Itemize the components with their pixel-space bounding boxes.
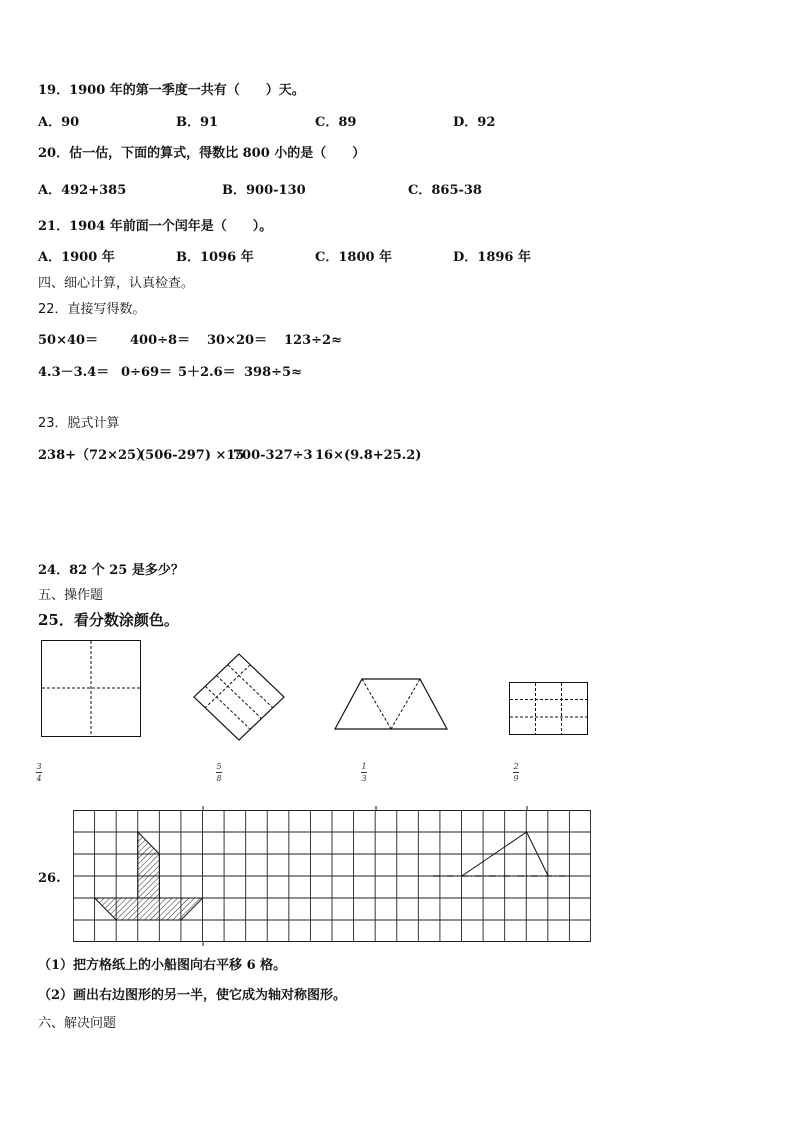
- q23-item-4: 16×(9.8+25.2): [315, 448, 422, 463]
- fraction-numerator: 1: [361, 762, 367, 771]
- section-5-heading: 五、操作题: [38, 588, 104, 603]
- q19-option-a: A．90: [38, 115, 80, 130]
- q25-square-figure: [41, 640, 141, 737]
- q20-option-a: A．492+385: [38, 183, 127, 198]
- q19-option-c: C．89: [315, 115, 357, 130]
- q21-option-b: B．1096 年: [176, 250, 254, 265]
- fraction-bar: [513, 772, 519, 773]
- fraction-numerator: 2: [513, 762, 519, 771]
- q21-option-a: A．1900 年: [38, 250, 115, 265]
- q20-option-b: B．900-130: [222, 183, 306, 198]
- q19-stem: 19．1900 年的第一季度一共有（ ）天。: [38, 83, 305, 98]
- section-6-heading: 六、解决问题: [38, 1016, 117, 1031]
- q22-item-7: 5＋2.6＝: [178, 365, 236, 380]
- q20-option-c: C．865-38: [408, 183, 482, 198]
- q25-trapezoid-figure: [334, 678, 448, 730]
- section-4-heading: 四、细心计算，认真检查。: [38, 276, 195, 291]
- q26-label: 26.: [38, 871, 61, 886]
- q25-fraction-1: [36, 762, 42, 783]
- boat-hull: [95, 898, 203, 920]
- q19-option-d: D．92: [453, 115, 496, 130]
- q26-sub-1: （1）把方格纸上的小船图向右平移 6 格。: [38, 958, 287, 973]
- q22-item-8: 398÷5≈: [244, 365, 302, 380]
- q19-option-b: B．91: [176, 115, 219, 130]
- q24-stem: 24．82 个 25 是多少？: [38, 563, 184, 578]
- fraction-bar: [36, 772, 42, 773]
- fraction-denominator: 3: [361, 774, 367, 783]
- fraction-numerator: 5: [216, 762, 222, 771]
- q22-item-6: 0÷69＝: [121, 365, 173, 380]
- q23-item-2: (506-297) ×15: [139, 448, 245, 463]
- q21-stem: 21．1904 年前面一个闰年是（ ）。: [38, 219, 273, 234]
- q22-stem: 22．直接写得数。: [38, 302, 146, 317]
- q22-item-5: 4.3－3.4＝: [38, 365, 110, 380]
- fraction-bar: [361, 772, 367, 773]
- q22-item-4: 123÷2≈: [284, 333, 342, 348]
- q25-fraction-2: [216, 762, 222, 783]
- q25-fraction-3: [361, 762, 367, 783]
- q26-sub-2: （2）画出右边图形的另一半，使它成为轴对称图形。: [38, 988, 347, 1003]
- q25-fraction-4: [513, 762, 519, 783]
- q23-stem: 23．脱式计算: [38, 416, 120, 431]
- boat-sail: [138, 832, 160, 898]
- q26-grid-figure: [73, 810, 591, 942]
- q22-item-1: 50×40＝: [38, 333, 99, 348]
- fraction-denominator: 9: [513, 774, 519, 783]
- fraction-bar: [216, 772, 222, 773]
- fraction-numerator: 3: [36, 762, 42, 771]
- fraction-denominator: 4: [36, 774, 42, 783]
- q25-rectangle-figure: [509, 682, 588, 735]
- q20-stem: 20．估一估，下面的算式，得数比 800 小的是（ ）: [38, 146, 366, 161]
- q25-stem: 25．看分数涂颜色。: [38, 611, 179, 629]
- q22-item-2: 400÷8＝: [130, 333, 191, 348]
- q22-item-3: 30×20＝: [207, 333, 268, 348]
- q21-option-c: C．1800 年: [315, 250, 393, 265]
- fraction-denominator: 8: [216, 774, 222, 783]
- q25-diamond-figure: [193, 653, 285, 741]
- q21-option-d: D．1896 年: [453, 250, 531, 265]
- q23-item-3: 700-327÷3: [233, 448, 313, 463]
- q23-item-1: 238+（72×25）: [38, 448, 150, 463]
